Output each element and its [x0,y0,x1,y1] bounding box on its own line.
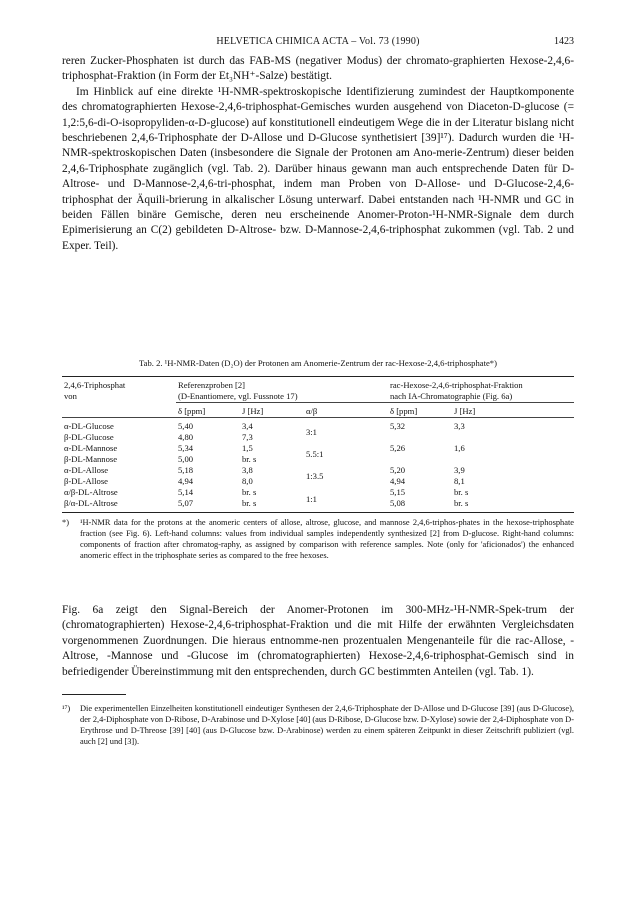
body-text [62,54,574,254]
footnote-17-mark: ¹⁷) [62,704,71,713]
row-delta-ref: 4,80 [178,432,194,442]
subheader-delta-1: δ [ppm] [178,406,206,416]
row-delta-rac: 5,08 [390,498,406,508]
row-j-ref: 3,8 [242,465,253,475]
row-delta-ref: 5,40 [178,421,194,431]
table-row [62,443,574,454]
subheader-ratio: α/β [306,406,318,416]
row-name: α-DL-Mannose [64,443,118,453]
row-delta-ref: 5,34 [178,443,194,453]
row-ratio: 5.5:1 [306,448,324,459]
row-j-rac: 1,6 [454,443,465,453]
row-j-ref: 7,3 [242,432,253,442]
page-number: 1423 [554,36,574,47]
footnote-17 [62,703,574,747]
row-delta-rac [388,432,452,443]
row-j-ref: 1,5 [242,443,253,453]
row-delta-rac: 5,32 [390,421,406,431]
nmr-data-table [62,376,574,513]
row-name: β-DL-Glucose [64,432,114,442]
subheader-j-2: J [Hz] [454,406,476,416]
row-name: α/β-DL-Altrose [64,487,118,497]
table-caption: Tab. 2. ¹H-NMR-Daten (D₂O) der Protonen am Anomerie-Zentrum der rac-Hexose-2,4,6-triphosphate*) [139,358,497,368]
col-group-triphosphat-b: von [64,391,77,401]
row-j-ref: br. s [242,487,257,497]
row-delta-ref: 4,94 [178,476,194,486]
footnote-17-text: Die experimentellen Einzelheiten konstitutionell eindeutiger Synthesen der 2,4,6-Triphosphate der D-Allose und D-Glucose [39] (aus D-Glucose), der 2,4-Diphosphate von D-Ribose, D-Arabinose und D-Xylose [40] (aus D-Ribose, D-Glucose bzw. D-Xylose) sowie der 2,4-Diphosphate von D-Erythrose und D-Threose [39] [40] (aus D-Glucose bzw. D-Arabinose) werden zu einem späteren Zeitpunkt in dieser Zeitschrift publiziert (vgl. auch [2] und [3]). [80,704,574,746]
table-row [62,418,574,433]
table-row [62,465,574,476]
col-group-rac: rac-Hexose-2,4,6-triphosphat-Fraktion [390,380,523,390]
row-ratio: 1:1 [306,494,317,504]
row-j-ref: br. s [242,498,257,508]
row-j-rac: 8,1 [454,476,465,486]
row-j-rac: br. s [454,498,469,508]
row-j-rac [452,454,574,465]
row-delta-ref: 5,00 [178,454,194,464]
row-name: α-DL-Allose [64,465,109,475]
row-ratio: 3:1 [306,426,317,437]
row-ratio: 1:3.5 [306,470,324,481]
subheader-delta-2: δ [ppm] [390,406,418,416]
paragraph-2: Im Hinblick auf eine direkte ¹H-NMR-spektroskopische Identifizierung zumindest der Hauptkomponente des chromatographierten Hexose-2,4,6-triphosphat-Gemisches wurden ausgehend von Diaceton-D-glucose (= 1,2:5,6-di-O-isopropyliden-α-D-glucose) auf konstitutionell eindeutigem Wege die in der Literatur bislang nicht beschriebenen 2,4,6-Triphosphate der D-Allose und D-Glucose synthetisiert [39]¹⁷). Dadurch wurden die ¹H-NMR-spektroskopischen Daten (insbesondere die Signale der Protonen am Ano-merie-Zentrum) dieser beiden 2,4,6-Triphosphate zugänglich (vgl. Tab. 2). Darüber hinaus gewann man auch entsprechende Daten für D-Altrose- und D-Mannose-2,4,6-tri-phosphat, indem man Proben von D-Allose- und D-Glucose-2,4,6-triphosphat der Äquili-brierung in alkalischer Lösung unterwarf. Dabei entstanden nach ¹H-NMR und GC in beiden Fällen binäre Gemische, deren neu erscheinende Anomer-Proton-¹H-NMR-Signale dem durch Epimerisierung an C(2) gebildeten D-Altrose- bzw. D-Mannose-2,4,6-triphosphat zukommen (vgl. Tab. 2 und Exper. Teil). [62,85,574,252]
col-group-triphosphat: 2,4,6-Triphosphat [64,380,126,390]
row-delta-ref: 5,14 [178,487,194,497]
row-name: α-DL-Glucose [64,421,114,431]
row-delta-rac: 5,26 [390,443,406,453]
subheader-j-1: J [Hz] [242,406,264,416]
row-j-rac: 3,9 [454,465,465,475]
footnote-divider [62,694,126,695]
row-j-rac [452,432,574,443]
col-group-referenz-b: (D-Enantiomere, vgl. Fussnote 17) [176,391,388,403]
row-delta-rac [388,454,452,465]
paragraph-1: reren Zucker-Phosphaten ist durch das FAB-MS (negativer Modus) der chromato-graphierten Hexose-2,4,6-triphosphat-Fraktion (in Form der Et₃NH⁺-Salze) bestätigt. [62,55,574,83]
row-delta-ref: 5,07 [178,498,194,508]
row-j-rac: br. s [454,487,469,497]
table-footnote [62,517,574,561]
row-j-ref: br. s [242,454,257,464]
col-group-rac-b: nach IA-Chromatographie (Fig. 6a) [388,391,574,403]
table-footnote-text: ¹H-NMR data for the protons at the anomeric centers of allose, altrose, glucose, and mannose 2,4,6-triphos-phates in the hexose-triphosphate fraction (see Fig. 6). Left-hand columns: values from individual samples independently synthesized [2] from D-glucose. Right-hand columns: components of fraction after chromatog-raphy, as assigned by comparison with reference samples. Note (only for 'aficionados') the enhanced anomeric effect in the triphosphate series as compared to the free hexoses. [80,518,574,560]
table-row [62,487,574,498]
row-delta-rac: 5,20 [390,465,406,475]
row-name: β/α-DL-Altrose [64,498,118,508]
row-delta-rac: 4,94 [390,476,406,486]
row-delta-rac: 5,15 [390,487,406,497]
paragraph-3: Fig. 6a zeigt den Signal-Bereich der Anomer-Protonen im 300-MHz-¹H-NMR-Spek-trum der (chromatographierten) Hexose-2,4,6-triphosphat-Fraktion und die mit Hilfe der erwähnten Vergleichsdaten vorgenommenen Zuordnungen. Die hieraus entnomme-nen prozentualen Mengenanteile für die rac-Allose, -Altrose, -Mannose und -Glucose im (chromatographierten) Hexose-2,4,6-triphosphat-Gemisch sind in befriedigender Übereinstimmung mit den entsprechenden, durch GC bestimmten Anteilen (vgl. Tab. 1). [62,604,574,678]
row-j-ref: 3,4 [242,421,253,431]
subheader-blank [62,403,176,418]
row-delta-ref: 5,18 [178,465,194,475]
row-name: β-DL-Allose [64,476,108,486]
row-j-rac: 3,3 [454,421,465,431]
row-name: β-DL-Mannose [64,454,118,464]
table-footnote-mark: *) [62,518,69,527]
col-group-referenz: Referenzproben [2] [178,380,246,390]
row-j-ref: 8,0 [242,476,253,486]
journal-title: HELVETICA CHIMICA ACTA – Vol. 73 (1990) [216,36,420,47]
